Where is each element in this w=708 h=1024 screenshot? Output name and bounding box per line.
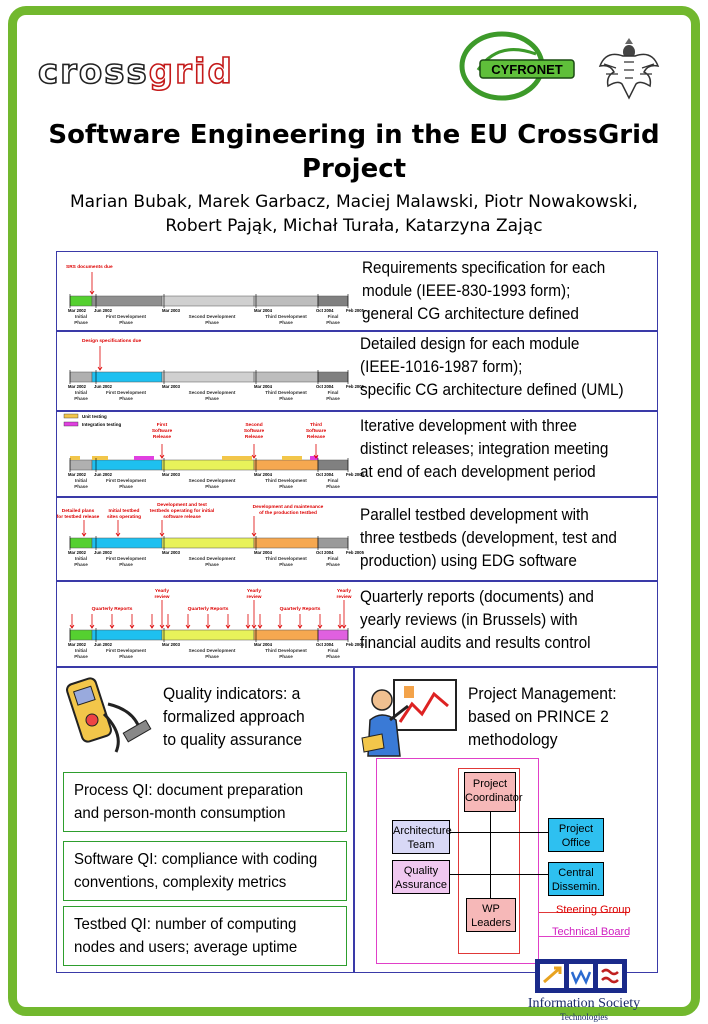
- row-1-line-3: general CG architecture defined: [362, 304, 579, 323]
- phase-label: Phase: [119, 320, 133, 325]
- date-label: Mar 2003: [162, 308, 180, 313]
- testing-bar: [282, 456, 302, 460]
- annotation-label: of the production testbed: [259, 511, 317, 516]
- annotation-label: review: [154, 595, 170, 600]
- phase-label: Phase: [74, 562, 88, 567]
- authors: [30, 190, 678, 238]
- integration-testing-swatch: [64, 422, 78, 426]
- gantt-chart-5: [62, 584, 364, 664]
- date-label: Jun 2002: [94, 472, 112, 477]
- annotation-label: Software: [151, 429, 173, 434]
- software-qi-line-2: conventions, complexity metrics: [74, 874, 287, 891]
- phase-label: Final: [327, 390, 339, 395]
- process-qi-box: [63, 772, 347, 832]
- phase-bar: [162, 296, 254, 306]
- phase-bar: [162, 630, 254, 640]
- office-line-2: Office: [561, 837, 591, 849]
- date-label: Mar 2003: [162, 384, 180, 389]
- testbed-qi-box: [63, 906, 347, 966]
- testing-bar: [92, 456, 108, 460]
- phase-bar: [92, 296, 162, 306]
- phase-label: Third Development: [265, 314, 307, 319]
- annotation-label: Yearly: [336, 589, 352, 594]
- eagle-emblem-icon: [598, 32, 660, 102]
- testbed-qi-line-2: nodes and users; average uptime: [74, 939, 298, 956]
- phase-label: Phase: [119, 484, 133, 489]
- org-chart: [376, 758, 656, 968]
- phase-label: First Development: [105, 478, 147, 483]
- phase-label: Phase: [279, 484, 293, 489]
- annotation-label: review: [246, 595, 262, 600]
- date-label: Oct 2004: [316, 472, 334, 477]
- annotation-label: for testbed release: [56, 515, 100, 520]
- annotation-label: Software: [243, 429, 265, 434]
- ist-line-1: Information Society: [527, 996, 641, 1011]
- row-2-line-2: (IEEE-1016-1987 form);: [360, 357, 523, 376]
- phase-label: Phase: [205, 484, 219, 489]
- phase-label: Initial: [75, 478, 87, 483]
- phase-label: Initial: [75, 556, 87, 561]
- ist-emblem-icon: [534, 958, 628, 994]
- cyfronet-logo: [458, 30, 578, 102]
- quality-assurance-line-1: Quality: [403, 865, 439, 877]
- date-label: Feb 2005: [346, 642, 364, 647]
- date-label: Mar 2003: [162, 472, 180, 477]
- date-label: Feb 2005: [346, 384, 364, 389]
- date-label: Oct 2004: [316, 384, 334, 389]
- phase-bar: [254, 296, 318, 306]
- manager-presentation-icon: [360, 676, 460, 758]
- dissem-line-2: Dissemin.: [551, 881, 601, 893]
- phase-bar: [70, 630, 92, 640]
- date-label: Jun 2002: [94, 550, 112, 555]
- phase-bar: [318, 372, 348, 382]
- annotation-label: Quarterly Reports: [279, 607, 321, 612]
- phase-bar: [70, 460, 92, 470]
- phase-label: Phase: [279, 562, 293, 567]
- date-label: Mar 2002: [68, 642, 86, 647]
- date-label: Oct 2004: [316, 642, 334, 647]
- row-4-line-3: production) using EDG software: [360, 551, 577, 570]
- phase-label: Phase: [119, 562, 133, 567]
- phase-bar: [318, 630, 348, 640]
- row-5-line-2: yearly reviews (in Brussels) with: [360, 610, 578, 629]
- annotation-label: Release: [244, 435, 264, 440]
- cyfronet-text: CYFRONET: [491, 62, 563, 77]
- quality-assurance-line-2: Assurance: [395, 879, 447, 891]
- phase-label: Third Development: [265, 648, 307, 653]
- row-2-line-1: Detailed design for each module: [360, 334, 580, 353]
- authors-line-1: Marian Bubak, Marek Garbacz, Maciej Malawski, Piotr Nowakowski,: [70, 192, 638, 212]
- annotation-label: testbeds operating for initial: [149, 509, 215, 514]
- phase-label: Phase: [74, 320, 88, 325]
- date-label: Mar 2004: [254, 550, 272, 555]
- annotation-label: Release: [306, 435, 326, 440]
- wp-line-2: Leaders: [471, 917, 511, 929]
- annotation-label: Design specifications due: [82, 339, 142, 344]
- ist-line-2: Technologies: [560, 1012, 608, 1022]
- phase-label: Phase: [205, 396, 219, 401]
- annotation-label: Development and maintenance: [252, 505, 324, 510]
- project-coordinator-box: [464, 772, 523, 812]
- phase-label: Second Development: [188, 390, 236, 395]
- phase-label: Phase: [119, 654, 133, 659]
- phase-bar: [318, 460, 348, 470]
- row-3-line-2: distinct releases; integration meeting: [360, 439, 609, 458]
- management-heading-line-2: based on PRINCE 2: [468, 707, 609, 726]
- measuring-device-icon: [64, 674, 156, 760]
- testing-bar: [222, 456, 252, 460]
- annotation-label: Yearly: [246, 589, 262, 594]
- row-3-text: [360, 414, 608, 483]
- management-heading-line-1: Project Management:: [468, 684, 617, 703]
- phase-label: Final: [327, 314, 339, 319]
- phase-label: First Development: [105, 556, 147, 561]
- row-1-line-1: Requirements specification for each: [362, 258, 606, 277]
- phase-label: Phase: [74, 484, 88, 489]
- vertical-connector: [490, 810, 491, 900]
- date-label: Jun 2002: [94, 308, 112, 313]
- technical-board-label: Technical Board: [552, 926, 631, 938]
- phase-label: Third Development: [265, 478, 307, 483]
- phase-bar: [254, 630, 318, 640]
- process-qi-line-1: Process QI: document preparation: [74, 782, 304, 799]
- horizontal-connector-bottom: [448, 874, 548, 875]
- legend-unit-testing: Unit testing: [82, 414, 107, 419]
- phase-label: Final: [327, 556, 339, 561]
- quality-heading-line-3: to quality assurance: [163, 730, 303, 749]
- phase-label: Initial: [75, 314, 87, 319]
- date-label: Mar 2002: [68, 472, 86, 477]
- phase-label: Phase: [205, 562, 219, 567]
- phase-label: Phase: [279, 320, 293, 325]
- phase-bar: [70, 372, 92, 382]
- annotation-label: Release: [152, 435, 172, 440]
- row-3-line-1: Iterative development with three: [360, 416, 577, 435]
- annotation-label: Quarterly Reports: [187, 607, 229, 612]
- project-office-box: [548, 818, 604, 852]
- phase-label: Phase: [326, 484, 340, 489]
- phase-bar: [162, 460, 254, 470]
- quality-heading-line-2: formalized approach: [163, 707, 305, 726]
- phase-label: First Development: [105, 648, 147, 653]
- phase-bar: [318, 538, 348, 548]
- row-4-line-2: three testbeds (development, test and: [360, 528, 617, 547]
- phase-bar: [254, 372, 318, 382]
- annotation-label: SRS documents due: [66, 265, 113, 270]
- annotation-label: sites operating: [106, 515, 142, 520]
- date-label: Oct 2004: [316, 308, 334, 313]
- quality-heading: [163, 682, 317, 751]
- wp-line-1: WP: [482, 903, 500, 915]
- testing-bar: [70, 456, 80, 460]
- annotation-label: First: [156, 423, 168, 428]
- date-label: Feb 2005: [346, 472, 364, 477]
- architecture-line-2: Team: [407, 839, 435, 851]
- phase-label: Second Development: [188, 648, 236, 653]
- phase-label: First Development: [105, 314, 147, 319]
- annotation-label: Detailed plans: [61, 509, 95, 514]
- coordinator-line-1: Project: [472, 778, 508, 790]
- phase-label: Second Development: [188, 478, 236, 483]
- wp-leaders-box: [466, 898, 516, 932]
- phase-label: Final: [327, 478, 339, 483]
- coordinator-line-2: Coordinator: [465, 792, 523, 804]
- gantt-chart-3: [62, 414, 364, 494]
- unit-testing-swatch: [64, 414, 78, 418]
- annotation-label: Yearly: [154, 589, 170, 594]
- date-label: Jun 2002: [94, 642, 112, 647]
- phase-label: Phase: [205, 320, 219, 325]
- phase-bar: [318, 296, 348, 306]
- date-label: Feb 2005: [346, 308, 364, 313]
- software-qi-line-1: Software QI: compliance with coding: [74, 851, 318, 868]
- date-label: Mar 2002: [68, 384, 86, 389]
- crossgrid-logo: crossgrid: [38, 52, 234, 92]
- row-1-text: [362, 256, 605, 325]
- date-label: Mar 2004: [254, 472, 272, 477]
- management-heading: [468, 682, 630, 751]
- annotation-label: Quarterly Reports: [91, 607, 133, 612]
- phase-bar: [162, 372, 254, 382]
- phase-bar: [92, 538, 162, 548]
- phase-label: Third Development: [265, 390, 307, 395]
- annotation-label: Third: [310, 423, 322, 428]
- quality-assurance-box: [392, 860, 450, 894]
- date-label: Mar 2004: [254, 642, 272, 647]
- phase-label: Second Development: [188, 314, 236, 319]
- phase-label: Initial: [75, 390, 87, 395]
- row-2-text: [360, 332, 624, 401]
- phase-bar: [162, 538, 254, 548]
- phase-label: Final: [327, 648, 339, 653]
- steering-group-label: Steering Group: [556, 904, 631, 916]
- phase-label: Third Development: [265, 556, 307, 561]
- phase-label: Phase: [279, 396, 293, 401]
- row-5-line-1: Quarterly reports (documents) and: [360, 587, 594, 606]
- gantt-chart-2: [62, 336, 364, 408]
- horizontal-connector-top: [448, 832, 548, 833]
- phase-bar: [70, 538, 92, 548]
- date-label: Jun 2002: [94, 384, 112, 389]
- date-label: Oct 2004: [316, 550, 334, 555]
- testbed-qi-line-1: Testbed QI: number of computing: [74, 916, 297, 933]
- phase-label: Phase: [74, 654, 88, 659]
- poster-title: Software Engineering in the EU CrossGrid Project: [48, 120, 660, 184]
- date-label: Mar 2004: [254, 308, 272, 313]
- information-society-logo: [514, 958, 654, 1022]
- phase-bar: [92, 630, 162, 640]
- row-5-text: [360, 585, 594, 654]
- phase-label: Phase: [326, 396, 340, 401]
- process-qi-line-2: and person-month consumption: [74, 805, 286, 822]
- date-label: Mar 2002: [68, 550, 86, 555]
- phase-label: Phase: [326, 654, 340, 659]
- office-line-1: Project: [558, 823, 594, 835]
- dissem-line-1: Central: [558, 867, 594, 879]
- date-label: Mar 2002: [68, 308, 86, 313]
- annotation-label: Development and test: [157, 503, 207, 508]
- phase-bar: [254, 460, 318, 470]
- phase-label: Phase: [326, 562, 340, 567]
- annotation-label: Second: [245, 423, 263, 428]
- phase-label: Phase: [326, 320, 340, 325]
- annotation-label: review: [336, 595, 352, 600]
- phase-label: Phase: [119, 396, 133, 401]
- phase-label: Phase: [74, 396, 88, 401]
- phase-bar: [92, 460, 162, 470]
- annotation-label: Initial testbed: [108, 509, 140, 514]
- phase-bar: [254, 538, 318, 548]
- row-4-text: [360, 503, 617, 572]
- phase-label: Second Development: [188, 556, 236, 561]
- annotation-label: Software: [305, 429, 327, 434]
- gantt-chart-1: [62, 258, 364, 328]
- phase-label: Initial: [75, 648, 87, 653]
- date-label: Mar 2004: [254, 384, 272, 389]
- quality-heading-line-1: Quality indicators: a: [163, 684, 301, 703]
- software-qi-box: [63, 841, 347, 901]
- date-label: Mar 2003: [162, 550, 180, 555]
- architecture-line-1: Architecture: [393, 825, 452, 837]
- row-2-line-3: specific CG architecture defined (UML): [360, 380, 624, 399]
- annotation-label: software release: [163, 515, 201, 520]
- gantt-chart-4: [56, 500, 364, 578]
- phase-label: Phase: [205, 654, 219, 659]
- authors-line-2: Robert Pająk, Michał Turała, Katarzyna Zając: [165, 216, 543, 236]
- row-4-line-1: Parallel testbed development with: [360, 505, 589, 524]
- phase-bar: [92, 372, 162, 382]
- phase-bar: [70, 296, 92, 306]
- phase-label: Phase: [279, 654, 293, 659]
- architecture-team-box: [392, 820, 450, 854]
- testing-bar: [134, 456, 154, 460]
- row-1-line-2: module (IEEE-830-1993 form);: [362, 281, 571, 300]
- legend-integration-testing: Integration testing: [82, 422, 122, 427]
- row-5-line-3: financial audits and results control: [360, 633, 591, 652]
- central-dissemination-box: [548, 862, 604, 896]
- phase-label: First Development: [105, 390, 147, 395]
- management-heading-line-3: methodology: [468, 730, 558, 749]
- date-label: Feb 2005: [346, 550, 364, 555]
- date-label: Mar 2003: [162, 642, 180, 647]
- row-3-line-3: at end of each development period: [360, 462, 596, 481]
